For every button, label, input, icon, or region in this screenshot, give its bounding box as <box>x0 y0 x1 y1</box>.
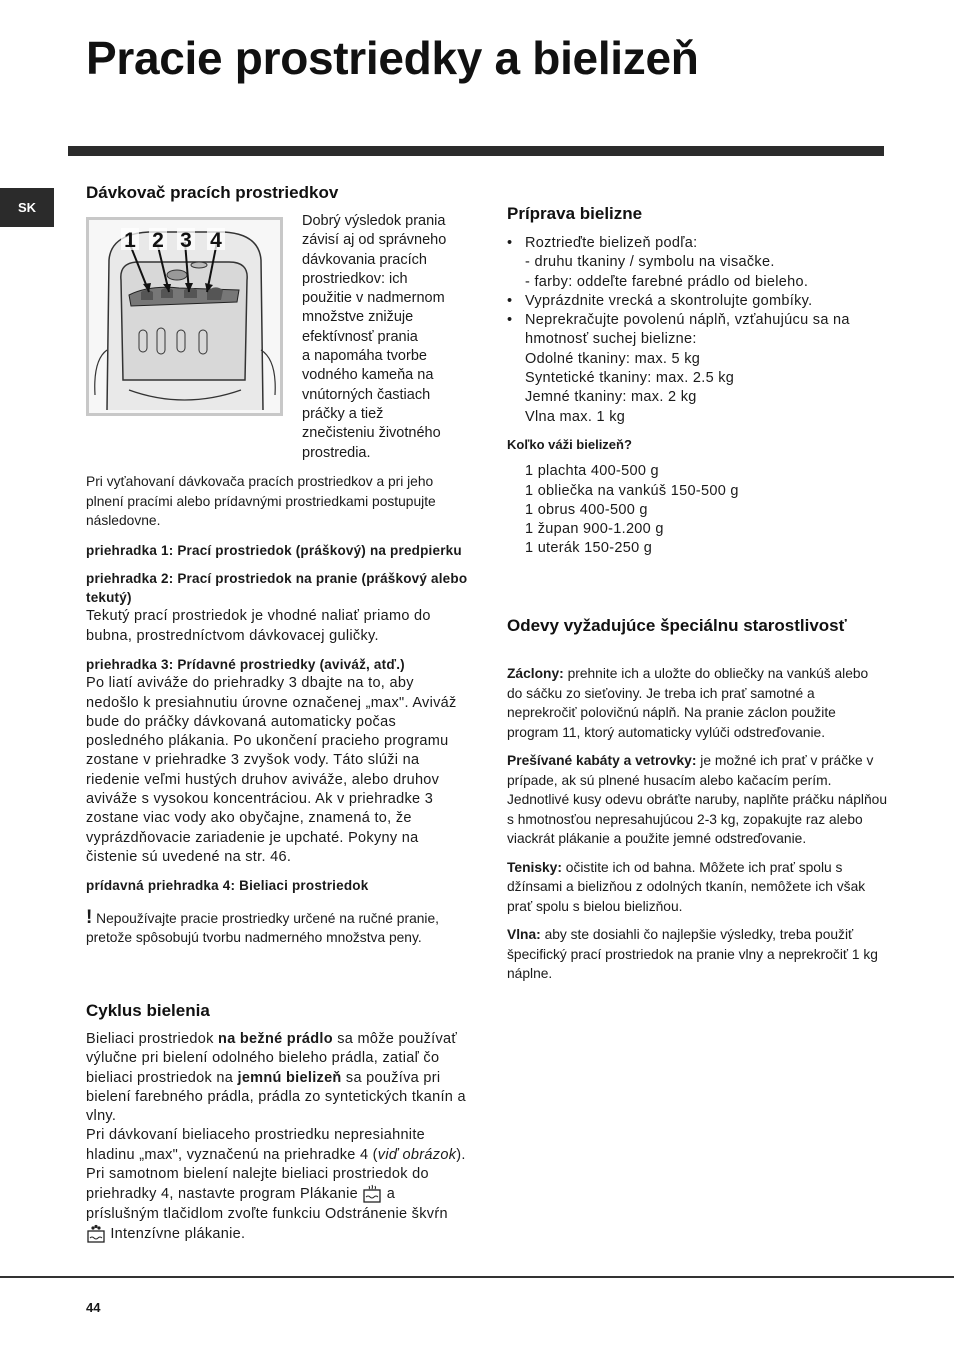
special-item: Vlna: aby ste dosiahli čo najlepšie výsledky, treba použiť špecifický prací prostriedok na pranie vlny a neprekročiť 1 kg náplne. <box>507 927 878 981</box>
bleach-para-3: Pri samotnom bielení nalejte bieliaci prostriedok do priehradky 4, nastavte program Plákanie a príslušným tlačidlom zvoľte funkciu Odstránenie škvŕn Intenzívne plákanie. <box>86 1165 470 1244</box>
warning-note <box>86 908 470 948</box>
list-item: 1 obrus 400-500 g <box>525 501 648 518</box>
language-tab: SK <box>0 188 54 227</box>
list-item: 1 župan 900-1.200 g <box>525 521 664 538</box>
list-item: • Vyprázdnite vrecká a skontrolujte gombíky. <box>507 292 885 311</box>
intro-line: efektívnosť prania <box>302 328 418 345</box>
special-care-body <box>507 664 887 984</box>
special-item: Prešívané kabáty a vetrovky: je možné ich prať v práčke v prípade, ak sú plnené husacím alebo kačacím perím. Jednotlivé kusy odevu obráťte naruby, naplňte práčku náplňou s hmotnosťou nepresahujúcou 2-3 kg, zopakujte raz alebo viackrát plákanie a použite jemné odstreďovanie. <box>507 753 887 846</box>
intro-line: a napomáha tvorbe <box>302 348 427 365</box>
list-item: • Neprekračujte povolenú náplň, vzťahujúcu sa na hmotnosť suchej bielizne: Odolné tkaniny: max. 5 kg Syntetické tkaniny: max. 2.5 kg Jemné tkaniny: max. 2 kg Vlna max. 1 kg <box>507 311 885 427</box>
compartment-2-text: Tekutý prací prostriedok je vhodné naliať priamo do bubna, prostredníctvom dávkovacej guličky. <box>86 608 431 644</box>
special-item: Tenisky: očistite ich od bahna. Môžete ich prať spolu s džínsami a bielizňou z odolných tkanín, nemôžete ich však prať spolu s bielou bielizňou. <box>507 859 866 914</box>
header-rule <box>68 146 884 156</box>
dispenser-heading: Dávkovač pracích prostriedkov <box>86 183 339 202</box>
compartment-4-label: prídavná priehradka 4: Bieliaci prostriedok <box>86 878 369 894</box>
warning-text: Nepoužívajte pracie prostriedky určené na ručné pranie, pretože spôsobujú tvorbu nadmerného množstva peny. <box>86 910 439 946</box>
bleach-body <box>86 1030 470 1244</box>
intro-line: vodného kameňa na <box>302 367 434 384</box>
special-item: Záclony: prehnite ich a uložte do obliečky na vankúš alebo do sáčku zo sieťoviny. Je treba ich prať samotné a neprekročiť polovičnú náplň. Na pranie záclon použite program 11, ktorý automaticky vylúči odstreďovanie. <box>507 666 869 740</box>
dispenser-drawing <box>89 220 280 413</box>
compartment-2-label: priehradka 2: Prací prostriedok na pranie (práškový alebo tekutý) <box>86 570 468 606</box>
weight-list <box>507 462 885 558</box>
dispenser-para: Pri vyťahovaní dávkovača pracích prostriedkov a pri jeho plnení pracími alebo prídavnými prostriedkami postupujte následovne. <box>86 474 436 528</box>
list-item: • Roztrieďte bielizeň podľa: - druhu tkaniny / symbolu na visačke. - farby: oddeľte farebné prádlo od bieleho. <box>507 234 885 292</box>
weight-heading: Koľko váži bielizeň? <box>507 436 632 452</box>
intro-line: množstve znižuje <box>302 309 414 326</box>
list-item: 1 obliečka na vankúš 150-500 g <box>525 482 739 499</box>
compartment-3-text: Po liatí aviváže do priehradky 3 dbajte na to, aby nedošlo k presiahnutiu úrovne označenej „max". Aviváž bude do práčky dávkovaná automaticky počas posledného plákania. Po ukončení pracieho programu zostane v priehradke 3 zvyšok vody. Táto slúži na riedenie veľmi hustých druhov aviváže, alebo druhov aviváže s vysokou koncentráciou. Ak v priehradke 3 zostane viac vody ako obyčajne, znamená to, že vyprázdňovacie zariadenie je upchaté. Pokyny na čistenie sú uvedené na str. 46. <box>86 675 457 865</box>
page-number: 44 <box>86 1300 101 1315</box>
intro-line: znečisteniu životného <box>302 425 441 442</box>
special-care-heading: Odevy vyžadujúce špeciálnu starostlivosť <box>507 616 847 635</box>
intro-line: prostredia. <box>302 444 371 461</box>
rinse-icon <box>362 1184 382 1204</box>
intro-line: vnútorných častiach <box>302 386 431 403</box>
bleach-para-2: Pri dávkovaní bieliaceho prostriedku nepresiahnite hladinu „max", vyznačenú na priehradke 4 (viď obrázok). <box>86 1127 466 1163</box>
list-item: 1 plachta 400-500 g <box>525 463 659 480</box>
intro-line: dávkovania pracích <box>302 251 427 268</box>
intro-line: prostriedkov: ich <box>302 270 408 287</box>
prep-heading: Príprava bielizne <box>507 204 643 223</box>
compartment-1-label: priehradka 1: Prací prostriedok (práškový) na predpierku <box>86 542 462 558</box>
dispenser-body <box>86 472 470 948</box>
stain-removal-icon <box>86 1224 106 1244</box>
intro-line: závisí aj od správneho <box>302 232 447 249</box>
intro-line: použitie v nadmernom <box>302 290 445 307</box>
page-title: Pracie prostriedky a bielizeň <box>86 32 699 84</box>
intro-line: Dobrý výsledok prania <box>302 213 446 229</box>
figure-label-3: 3 <box>180 229 192 252</box>
figure-label-4: 4 <box>210 229 222 252</box>
dispenser-intro <box>302 212 472 463</box>
figure-label-2: 2 <box>152 229 164 252</box>
intro-line: práčky a tiež <box>302 405 384 422</box>
dispenser-figure <box>86 217 283 416</box>
warning-icon: ! <box>86 906 93 928</box>
bleach-heading: Cyklus bielenia <box>86 1001 210 1020</box>
footer-rule <box>0 1276 954 1278</box>
prep-body <box>507 234 885 559</box>
figure-label-1: 1 <box>124 229 136 252</box>
compartment-3-label: priehradka 3: Prídavné prostriedky (aviváž, atď.) <box>86 656 405 672</box>
bleach-para-1: Bieliaci prostriedok na bežné prádlo sa môže používať výlučne pri bielení odolného bieleho prádla, zatiaľ čo bieliaci prostriedok na jemnú bielizeň sa používa pri bielení farebného prádla, prádla zo syntetických tkanín a vlny. <box>86 1031 466 1125</box>
list-item: 1 uterák 150-250 g <box>525 540 653 557</box>
